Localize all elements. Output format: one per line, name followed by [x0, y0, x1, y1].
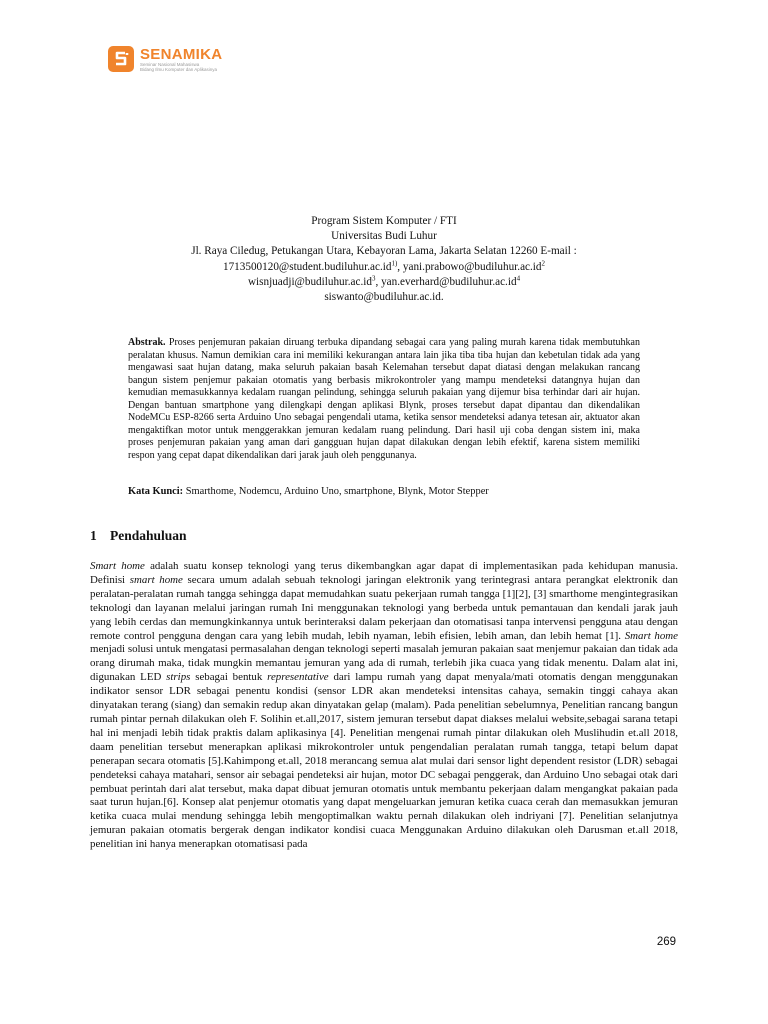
- section-heading: [90, 528, 187, 544]
- italic-term: representative: [267, 671, 329, 684]
- senamika-logo: [108, 44, 222, 74]
- body-text-run: dari lampu rumah yang dapat menyala/mati otomatis dengan menggunakan indikator sensor LDR sebagai penentu kondisi (sensor LDR akan mendeteksi intensitas cahaya, semakin tinggi cahaya akan dinyatakan terang (siang) dan semakin redup akan dinyatakan gelap (malam). Pada penelitian sebelumnya, Penelitian rancang bangun rumah pintar pernah dilakukan oleh F. Solihin et.all,2017, sistem jemuran tersebut dapat diakses melalui website,sebagai sarana tetapi hal ini menjadi lebih tidak praktis dalam aplikasinya [4]. Penelitian mengenai rumah pintar dilakukan oleh Muslihudin et.all 2018, daam penelitian tersebut menerapkan aplikasi mikrokontroler untuk pengendalian peralatan rumah tangga, tetapi belum dapat penerapan secara otomatis [5].Kahimpong et.all, 2018 merancang semua alat mulai dari sensor light dependent resistor (LDR) sebagai pendeteksi cahaya matahari, sensor air sebagai pendeteksi air hujan, motor DC sebagai penggerak, dan Arduino Uno sebagai otak dari pembuat perintah dari alat tersebut, maka dapat dibuat jemuran otomatis untuk membantu pekerjaan dalam mengangkat pakaian pada saat turun hujan.[6]. Konsep alat penjemur otomatis yang dapat mengeluarkan jemuran ketika cuaca cerah dan memasukkan jemuran ketika cuaca mulai mendung sehingga lebih mengoptimalkan waktu pernah dilakukan oleh indriyani [7]. Penelitian selanjutnya jemuran pakaian otomatis bergerak dengan indikator kondisi cuaca Menggunakan Arduino dilakukan oleh Darusman et.all 2018, penelitian ini hanya menerapkan otomatisasi pada: [90, 671, 679, 851]
- email-marker: 4: [516, 274, 521, 283]
- keywords: [128, 485, 640, 498]
- email-marker: 2: [541, 258, 546, 267]
- email: , yan.everhard@budiluhur.ac.id: [375, 275, 517, 288]
- keywords-label: Kata Kunci:: [128, 486, 184, 497]
- body-text-run: sebagai bentuk: [190, 671, 268, 684]
- logo-name: SENAMIKA: [140, 45, 223, 63]
- italic-term: strips: [166, 671, 191, 684]
- author-affiliation: [90, 214, 678, 305]
- introduction-paragraph: [90, 560, 678, 852]
- affiliation-emails-line-1: [90, 260, 678, 275]
- senamika-logo-icon: [108, 46, 134, 72]
- page-number: 269: [656, 936, 676, 948]
- email: , yani.prabowo@budiluhur.ac.id: [397, 260, 542, 273]
- body-text-run: adalah suatu konsep teknologi yang terus dikembangkan agar dapat di implementasikan pada kehidupan manusia. Definisi: [90, 560, 678, 586]
- body-text-run: secara umum adalah sebuah teknologi jaringan elektronik yang terintegrasi antara perangkat elektronik dan peralatan-peralatan rumah tangga sehingga dapat memudahkan suatu pekerjaan rumah tangga [1][2], [3] smarthome mengintegrasikan teknologi dan layanan melalui jaringan rumah Ini menggunakan teknologi yang berbeda untuk pemantauan dan kendali jarak jauh yang lebih cerdas dan memungkinkannya untuk berinteraksi dalam pekerjaan dan otomatisasi tanpa intervensi pengguna atau dengan remote control pengguna dengan cara yang lebih mudah, lebih nyaman, lebih efisien, lebih aman, dan lebih hemat [1].: [90, 573, 679, 642]
- section-number: 1: [90, 528, 97, 543]
- affiliation-university: Universitas Budi Luhur: [331, 230, 437, 243]
- italic-term: Smart home: [90, 560, 145, 572]
- email-marker: 1): [391, 258, 398, 267]
- email: wisnjuadji@budiluhur.ac.id: [247, 275, 372, 288]
- email-marker: 3: [371, 274, 376, 283]
- keywords-text: Smarthome, Nodemcu, Arduino Uno, smartphone, Blynk, Motor Stepper: [183, 486, 489, 497]
- email: siswanto@budiluhur.ac.id.: [324, 291, 444, 304]
- logo-tagline: Bidang Ilmu Komputer dan Aplikasinya: [140, 66, 218, 72]
- affiliation-emails-line-2: [90, 275, 678, 290]
- affiliation-program: Program Sistem Komputer / FTI: [311, 215, 457, 227]
- abstract-label: Abstrak.: [128, 337, 166, 348]
- body-text-run: menjadi solusi untuk mengatasi permasalahan dengan teknologi seperti masalah jemuran pakaian saat menjemur pakaian dan tidak ada orang dirumah maka, tidak mungkin memantau jemuran yang ada di rumah, terlebih jika cuaca yang tidak menentu. Dalam alat ini, digunakan LED: [90, 643, 678, 684]
- email: 1713500120@student.budiluhur.ac.id: [222, 260, 392, 273]
- italic-term: Smart home: [624, 629, 678, 642]
- italic-term: smart home: [129, 573, 183, 586]
- abstract: [128, 337, 640, 462]
- logo-tagline: Seminar Nasional Mahasiswa: [140, 61, 200, 67]
- affiliation-address: Jl. Raya Ciledug, Petukangan Utara, Kebayoran Lama, Jakarta Selatan 12260 E-mail :: [191, 245, 577, 258]
- abstract-text: Proses penjemuran pakaian diruang terbuka dipandang sebagai cara yang paling murah karena tidak membutuhkan peralatan khusus. Namun demikian cara ini memiliki kekurangan antara lain jika tiba tiba hujan dan kebetulan tidak ada yang mengawasi saat hujan datang, maka seluruh pakaian basah Kelemahan tersebut dapat diatasi dengan melakukan rancang bangun sistem penjemur pakaian otomatis yang berbasis mikrokontroler yang mampu mendeteksi datangnya hujan dan kemudian memasukkannya kedalam ruangan pelindung, sehingga seluruh pakaian yang dijemur bisa terhindar dari air hujan. Dengan bantuan smartphone yang dilengkapi dengan aplikasi Blynk, proses tersebut dapat dipantau dan dikendalikan NodeMCu ESP-8266 serta Arduino Uno sebagai pengendali utama, ketika sensor mendeteksi adanya tetesan air, aktuator akan mengaktifkan motor untuk menggerakkan jemuran kedalam ruang pelindung. Dari hasil uji coba dengan sistem ini, maka proses penjemuran pakaian yang aman dari gangguan hujan dapat dilakukan dengan lebih efektif, karena sistem memiliki respon yang cepat dapat dikendalikan dari jarak jauh oleh penggunanya.: [128, 337, 640, 461]
- section-title: Pendahuluan: [110, 528, 187, 543]
